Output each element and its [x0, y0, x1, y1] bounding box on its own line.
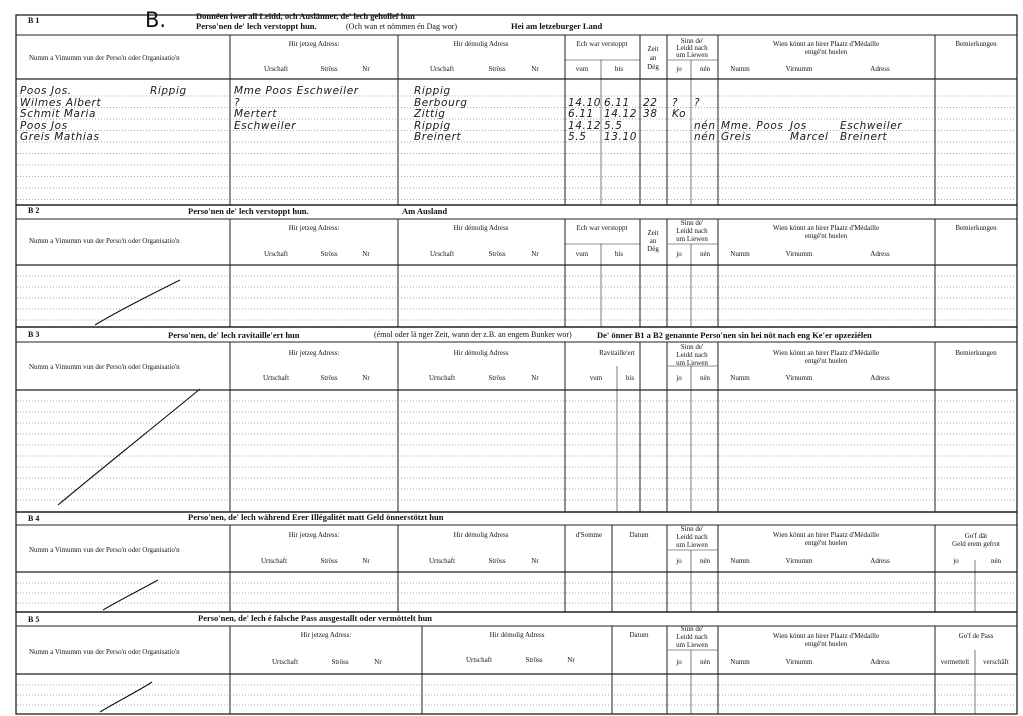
sub-header: Nr — [531, 374, 539, 382]
sub-header: Numm — [730, 658, 750, 666]
entry-jo: Ko — [672, 108, 687, 120]
section-note: (émol oder lä nger Zeit, wann der z.B. an engem Bunker wor) — [374, 330, 572, 339]
col-header-alive: Sinn de' — [680, 625, 704, 633]
col-header-money-returned: Go'f dât — [964, 532, 988, 540]
sub-header: Nr — [567, 656, 575, 664]
sub-header: Nr — [531, 250, 539, 258]
col-header-alive: Leidd nach — [676, 533, 708, 541]
entry-cur: Mertert — [234, 108, 278, 120]
entry-nen: nén — [694, 119, 716, 132]
col-header-time: Zeit — [647, 229, 659, 237]
col-header-alive: Sinn de' — [680, 219, 704, 227]
sub-header: Adress — [870, 557, 890, 565]
entry-name: Schmit Maria — [20, 108, 97, 120]
entry-cur: Mme Poos Eschweiler — [234, 85, 359, 97]
sub-header: nén — [699, 250, 711, 258]
entry-name: Greis Mathias — [20, 131, 100, 143]
sub-header: bis — [614, 250, 624, 258]
sub-header: jo — [676, 658, 682, 666]
entry-nen: nén — [694, 131, 716, 143]
sub-header: Urschaft — [263, 250, 289, 258]
col-header-alive: Sinn de' — [680, 525, 704, 533]
section-region: Am Ausland — [402, 206, 448, 216]
col-header-alive: um Liewen — [676, 51, 708, 59]
col-header-former: Hir démolig Adress — [453, 349, 509, 357]
col-header-time: Dég — [647, 245, 659, 253]
col-header-time: Zeit — [647, 45, 659, 53]
sub-header: jo — [953, 557, 959, 565]
sub-header: bis — [614, 65, 624, 73]
col-header-current: Hir jetzeg Adress: — [288, 349, 340, 357]
entry-former: Rippig — [414, 119, 451, 132]
sub-header: Adress — [870, 658, 890, 666]
sub-header: Ströss — [320, 250, 338, 258]
col-header-medal: Wien könnt an hirer Plaatz d'Médaille — [772, 349, 880, 357]
sub-header: Ströss — [488, 250, 506, 258]
sub-header: Adress — [870, 250, 890, 258]
sub-header: vum — [575, 250, 589, 258]
col-header-time: an — [649, 237, 657, 245]
sub-header: Urtschaft — [465, 656, 493, 664]
col-header-remarks: Bemierkungen — [955, 40, 997, 48]
section-title: Donnéen iwer all Leidd, och Auslänner, de' lech gehollef hun — [196, 11, 415, 21]
entry-jo: ? — [672, 96, 679, 109]
col-header-alive: Leidd nach — [676, 44, 708, 52]
sub-header: Ströss — [525, 656, 543, 664]
entry-bis: 14.12 — [604, 108, 638, 120]
col-header-money-returned: Geld erem gefrot — [952, 540, 1000, 548]
sub-header: Ströss — [488, 65, 506, 73]
sub-header: Adress — [870, 374, 890, 382]
sub-header: Ströss — [320, 557, 338, 565]
entry-bis: 6.11 — [604, 96, 630, 109]
col-header-medal: entgé'nt huelen — [804, 640, 848, 648]
col-header-current: Hir jetzeg Adress: — [288, 224, 340, 232]
col-header-former: Hir démolig Adress — [453, 224, 509, 232]
col-header-former: Hir démolig Adress — [453, 531, 509, 539]
sub-header: jo — [676, 250, 682, 258]
col-header-alive: Sinn de' — [680, 37, 704, 45]
entry-m-vir: Marcel — [790, 131, 829, 143]
sub-header: jo — [676, 65, 682, 73]
sub-header: Nr — [374, 658, 382, 666]
col-header-alive: Sinn de' — [680, 343, 704, 351]
sub-header: Numm — [730, 374, 750, 382]
col-header-amount: d'Somme — [575, 531, 603, 539]
col-header-hidden: Ech war verstoppt — [576, 224, 628, 232]
col-header-alive: um Liewen — [676, 641, 708, 649]
col-header-date: Datum — [629, 631, 649, 639]
entry-name2: Rippig — [150, 85, 187, 97]
col-header-time: an — [649, 54, 657, 62]
entry-name: Poos Jos. — [20, 85, 72, 97]
col-header-medal: Wien könnt an hirer Plaatz d'Médaille — [772, 40, 880, 48]
entry-vum: 6.11 — [568, 108, 594, 120]
entry-m-numm: Mme. Poos — [721, 119, 784, 132]
col-header-medal: Wien könnt an hirer Plaatz d'Médaille — [772, 224, 880, 232]
sub-header: verschâft — [983, 658, 1009, 666]
col-header-medal: entgé'nt huelen — [804, 232, 848, 240]
sub-header: Urtschaft — [260, 557, 288, 565]
form-letter: B. — [145, 8, 167, 32]
sub-header: Ströss — [320, 374, 338, 382]
col-header-alive: Leidd nach — [676, 227, 708, 235]
entry-vum: 14.10 — [568, 96, 602, 109]
sub-header: Urschaft — [263, 65, 289, 73]
entry-days: 38 — [643, 108, 658, 120]
section-title: Perso'nen, de' lech é falsche Pass ausgestallt oder vermöttelt hun — [198, 613, 433, 623]
col-header-supplied: Ravitaille'ert — [599, 349, 635, 357]
section-id: B 3 — [28, 330, 40, 339]
col-header-medal: Wien könnt an hirer Plaatz d'Médaille — [772, 632, 880, 640]
col-header-current: Hir jetzeg Adress: — [288, 531, 340, 539]
sub-header: Nr — [531, 65, 539, 73]
col-header-alive: Leidd nach — [676, 633, 708, 641]
col-header-hidden: Ech war verstoppt — [576, 40, 628, 48]
sub-header: Ströss — [331, 658, 349, 666]
sub-header: Virnumm — [785, 65, 813, 73]
sub-header: Numm — [730, 65, 750, 73]
col-header-name: Numm a Vimumm vun der Perso'n oder Organisatio'n — [29, 648, 180, 656]
entry-m-adr: Eschweiler — [840, 119, 903, 132]
section-subtitle: Perso'nen de' lech verstoppt hun. — [196, 21, 317, 31]
sub-header: Ströss — [488, 557, 506, 565]
col-header-medal: entgé'nt huelen — [804, 539, 848, 547]
entry-former: Breinert — [414, 131, 462, 143]
sub-header: Ströss — [488, 374, 506, 382]
col-header-date: Datum — [629, 531, 649, 539]
col-header-remarks: Bemierkungen — [955, 349, 997, 357]
col-header-alive: um Liewen — [676, 541, 708, 549]
sub-header: jo — [676, 374, 682, 382]
entry-cur: Eschweiler — [234, 119, 297, 132]
sub-header: Virnumm — [785, 374, 813, 382]
entry-days: 22 — [643, 96, 658, 109]
col-header-former: Hir démolig Adress — [489, 631, 545, 639]
col-header-name: Numm a Vimumm vun der Perso'n oder Organisatio'n — [29, 237, 180, 245]
col-header-time: Dég — [647, 63, 659, 71]
entry-m-vir: Jos — [790, 119, 807, 132]
entry-name: Wilmes Albert — [20, 96, 102, 109]
col-header-current: Hir jetzeg Adress: — [288, 40, 340, 48]
sub-header: nén — [699, 658, 711, 666]
sub-header: Virnumm — [785, 557, 813, 565]
sub-header: bis — [625, 374, 635, 382]
sub-header: Nr — [362, 65, 370, 73]
sub-header: Urtschaft — [428, 374, 456, 382]
entry-bis: 13.10 — [604, 131, 638, 143]
section-id: B 5 — [28, 615, 40, 624]
col-header-alive: Leidd nach — [676, 351, 708, 359]
section-title: Perso'nen de' lech verstoppt hun. — [188, 206, 309, 216]
sub-header: Urtschaft — [271, 658, 299, 666]
strike-stroke-b4 — [103, 580, 158, 610]
sub-header: nén — [699, 374, 711, 382]
sub-header: Urschaft — [429, 250, 455, 258]
section-id: B 2 — [28, 206, 40, 215]
col-header-alive: um Liewen — [676, 235, 708, 243]
section-note: (Och wan et nömmen én Dag wor) — [346, 22, 458, 31]
section-region: Hei am letzeburger Land — [511, 21, 603, 31]
entry-vum: 5.5 — [568, 131, 587, 143]
entry-vum: 14.12 — [568, 119, 602, 132]
section-title: Perso'nen, de' lech während Erer Illégalitét matt Geld önnerstötzt hun — [188, 512, 444, 522]
entry-m-numm: Greis — [721, 131, 752, 143]
entry-nen: ? — [694, 96, 701, 109]
entry-bis: 5.5 — [604, 119, 623, 132]
sub-header: Nr — [362, 557, 370, 565]
section-note-bold: De' önner B1 a B2 genannte Perso'nen sin hei nöt nach eng Ke'er opzeziélen — [597, 330, 872, 340]
sub-header: Adress — [870, 65, 890, 73]
section-id: B 1 — [28, 16, 40, 25]
entry-m-adr: Breinert — [840, 131, 888, 143]
section-id: B 4 — [28, 514, 40, 523]
col-header-medal: Wien könnt an hirer Plaatz d'Médaille — [772, 531, 880, 539]
entry-cur: ? — [234, 96, 241, 109]
col-header-current: Hir jetzeg Adress: — [300, 631, 352, 639]
sub-header: jo — [676, 557, 682, 565]
sub-header: Numm — [730, 557, 750, 565]
sub-header: nén — [699, 557, 711, 565]
col-header-name: Numm a Vimumm vun der Perso'n oder Organisatio'n — [29, 546, 180, 554]
sub-header: Nr — [362, 374, 370, 382]
col-header-medal: entgé'nt huelen — [804, 48, 848, 56]
section-title: Perso'nen, de' lech ravitaille'ert hun — [168, 330, 300, 340]
sub-header: vum — [589, 374, 603, 382]
col-header-name: Numm a Vimumm vun der Perso'n oder Organisatio'n — [29, 54, 180, 62]
strike-stroke-b3 — [58, 389, 200, 505]
col-header-alive: um Liewen — [676, 359, 708, 367]
sub-header: Virnumm — [785, 250, 813, 258]
sub-header: nén — [699, 65, 711, 73]
col-header-name: Numm a Vimumm vun der Perso'n oder Organisatio'n — [29, 363, 180, 371]
sub-header: Ströss — [320, 65, 338, 73]
col-header-medal: entgé'nt huelen — [804, 357, 848, 365]
sub-header: Urtschaft — [262, 374, 290, 382]
sub-header: Virnumm — [785, 658, 813, 666]
sub-header: Numm — [730, 250, 750, 258]
entry-former: Zittig — [414, 108, 446, 120]
entry-former: Rippig — [414, 85, 451, 97]
sub-header: Nr — [531, 557, 539, 565]
sub-header: Nr — [362, 250, 370, 258]
col-header-remarks: Bemierkungen — [955, 224, 997, 232]
entry-former: Berbourg — [414, 96, 468, 109]
sub-header: nén — [990, 557, 1002, 565]
col-header-former: Hir démolig Adress — [453, 40, 509, 48]
sub-header: vum — [575, 65, 589, 73]
sub-header: vermettelt — [940, 658, 970, 666]
sub-header: Urschaft — [429, 65, 455, 73]
entry-name: Poos Jos — [20, 119, 68, 132]
sub-header: Urtschaft — [428, 557, 456, 565]
strike-stroke-b5 — [100, 682, 152, 712]
col-header-passport: Go'f de Pass — [958, 632, 994, 640]
